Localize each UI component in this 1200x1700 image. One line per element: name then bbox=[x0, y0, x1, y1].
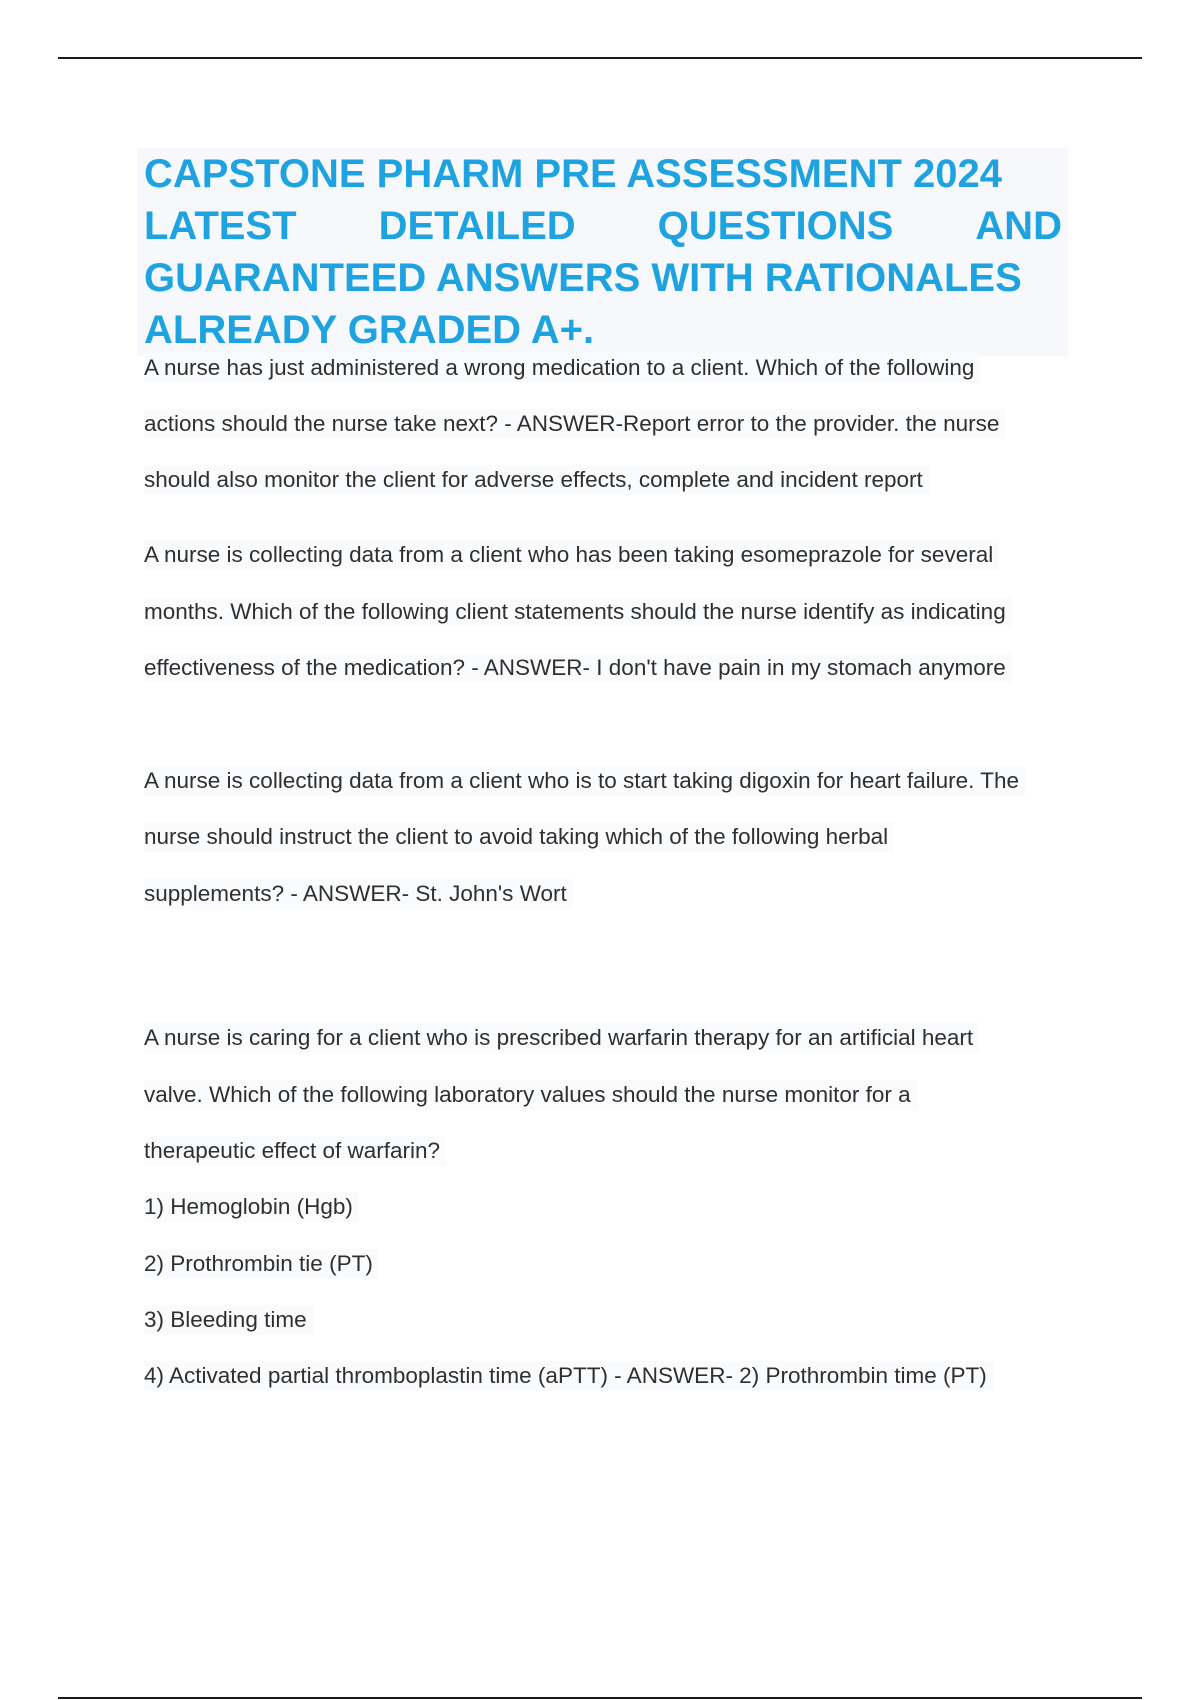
title-line-1: CAPSTONE PHARM PRE ASSESSMENT 2024 bbox=[144, 152, 1002, 196]
document-title bbox=[138, 148, 1068, 356]
question-1-line-1: A nurse has just administered a wrong medication to a client. Which of the following bbox=[144, 353, 980, 383]
title-word: LATEST bbox=[144, 204, 297, 248]
footer-rule bbox=[58, 1697, 1142, 1699]
question-2-line-3: effectiveness of the medication? - ANSWER- I don't have pain in my stomach anymore bbox=[144, 653, 1012, 683]
question-3-line-1: A nurse is collecting data from a client who is to start taking digoxin for heart failure. The bbox=[144, 766, 1025, 796]
question-3-line-2: nurse should instruct the client to avoid taking which of the following herbal bbox=[144, 822, 894, 852]
question-2-line-2: months. Which of the following client statements should the nurse identify as indicating bbox=[144, 597, 1012, 627]
title-line-3: GUARANTEED ANSWERS WITH RATIONALES bbox=[144, 256, 1022, 300]
question-4-option-3: 3) Bleeding time bbox=[144, 1305, 313, 1335]
question-4-line-2: valve. Which of the following laboratory values should the nurse monitor for a bbox=[144, 1080, 917, 1110]
question-2-line-1: A nurse is collecting data from a client who has been taking esomeprazole for several bbox=[144, 540, 999, 570]
question-1-line-3: should also monitor the client for adverse effects, complete and incident report bbox=[144, 465, 929, 495]
question-4-option-4-answer: 4) Activated partial thromboplastin time (aPTT) - ANSWER- 2) Prothrombin time (PT) bbox=[144, 1361, 993, 1391]
question-4-line-1: A nurse is caring for a client who is prescribed warfarin therapy for an artificial heart bbox=[144, 1023, 979, 1053]
question-4-option-2: 2) Prothrombin tie (PT) bbox=[144, 1249, 379, 1279]
question-1-line-2: actions should the nurse take next? - ANSWER-Report error to the provider. the nurse bbox=[144, 409, 1005, 439]
title-line-2 bbox=[144, 200, 1062, 252]
title-word: AND bbox=[975, 204, 1062, 248]
title-line-4: ALREADY GRADED A+. bbox=[144, 308, 595, 352]
title-word: QUESTIONS bbox=[657, 204, 894, 248]
question-4-line-3: therapeutic effect of warfarin? bbox=[144, 1136, 446, 1166]
title-word: DETAILED bbox=[378, 204, 576, 248]
header-rule bbox=[58, 57, 1142, 59]
question-3-line-3: supplements? - ANSWER- St. John's Wort bbox=[144, 879, 573, 909]
question-4-option-1: 1) Hemoglobin (Hgb) bbox=[144, 1192, 359, 1222]
